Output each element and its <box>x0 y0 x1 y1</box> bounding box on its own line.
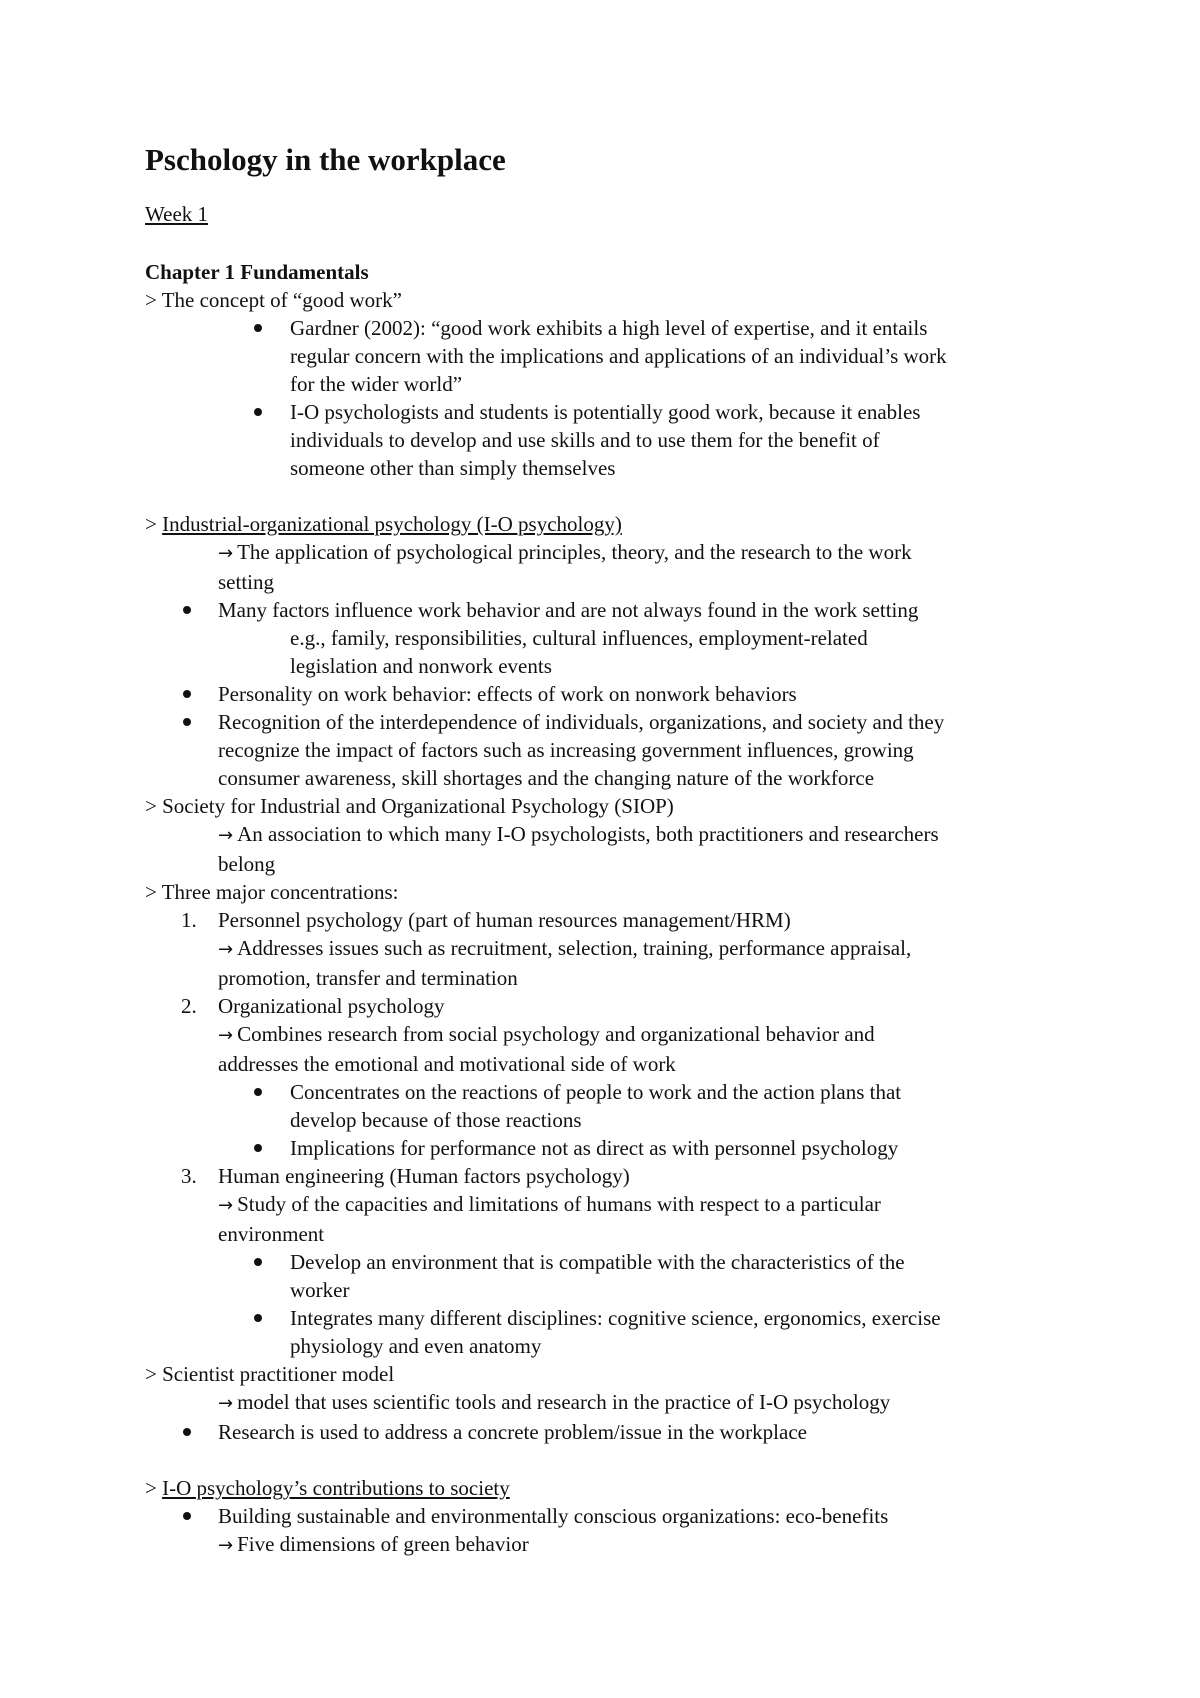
io-heading-text: Industrial-organizational psychology (I-O psychology) <box>162 512 622 536</box>
concentrations-heading: > Three major concentrations: <box>145 880 399 904</box>
contrib-heading-text: I-O psychology’s contributions to society <box>162 1476 510 1500</box>
bullet-icon <box>183 718 191 726</box>
numbered-item: 3. Human engineering (Human factors psychology) <box>181 1164 630 1188</box>
list-item: Many factors influence work behavior and are not always found in the work setting <box>145 596 1085 624</box>
chapter-heading: Chapter 1 Fundamentals <box>145 260 369 284</box>
list-item: Research is used to address a concrete problem/issue in the workplace <box>145 1418 1085 1446</box>
bullet-icon <box>254 408 262 416</box>
arrow-right-icon: → <box>218 543 234 564</box>
numbered-item: 2. Organizational psychology <box>181 994 445 1018</box>
scientist-definition: → model that uses scientific tools and research in the practice of I-O psychology <box>218 1390 891 1414</box>
page-title: Pschology in the workplace <box>145 142 506 177</box>
contrib-definition: → Five dimensions of green behavior <box>218 1532 529 1556</box>
spacer <box>145 482 1085 510</box>
document-content: Pschology in the workplace Week 1 Chapter 1 Fundamentals > The concept of “good work” Gardner (2002): “good work exhibits a high level of expertise, and it entails regular concern with the implications and applications of an individual’s work for the wider world” I-O psychologists and students is potentially good work, because it enables individuals to develop and use skills and to use them for the benefit of someone other than simply themselves > Industrial-organizational psychology (I-O psychology) → The application of psychological principles, theory, and the research to the work setting Many factors influence work behavior and are not always found in the work setting e.g., family, responsibilities, cultural influences, employment-related legislation and nonwork events Personality on work behavior: effects of work on nonwork behaviors Recognition of the interdependence of individuals, organizations, and society and they recognize the impact of factors such as increasing government influences, growing consumer awareness, skill shortages and the changing nature of the workforce > Society for Industrial and Organizational Psychology (SIOP) → An association to which many I-O psychologists, both practitioners and researchers belong > Three major concentrations: 1. Personnel psychology (part of human resources management/HRM) → Addresses issues such as recruitment, selection, training, performance appraisal, promotion, transfer and termination 2. Organizational psychology → Combines research from social psychology and organizational behavior and addresses the emotional and motivational side of work Concentrates on the reactions of people to work and the action plans that develop because of those reactions Implications for performance not as direct as with personnel psychology 3. Human engineering (Human factors psychology) → Study of the capacities and limitations of humans with respect to a particular environment Develop an environment that is compatible with the characteristics of the worker Integrates many different disciplines: cognitive science, ergonomics, exercise physiology and even anatomy > Scientist practitioner model → model that uses scientific tools and research in the practice of I-O psychology Research is used to address a concrete problem/issue in the workplace > I-O psychology’s contributions to society Building sustainable and environmentally conscious organizations: eco-benefits → Five dimensions of green behavior <box>145 140 1085 1560</box>
list-item: Concentrates on the reactions of people to work and the action plans that develop because of those reactions <box>145 1078 1085 1134</box>
bullet-icon <box>183 690 191 698</box>
arrow-right-icon: → <box>218 1025 234 1046</box>
list-item: Integrates many different disciplines: cognitive science, ergonomics, exercise physiology and even anatomy <box>145 1304 1085 1360</box>
bullet-icon <box>254 324 262 332</box>
bullet-icon <box>183 1512 191 1520</box>
list-item: Building sustainable and environmentally conscious organizations: eco-benefits <box>145 1502 1085 1530</box>
good-work-heading: > The concept of “good work” <box>145 288 402 312</box>
list-item: Gardner (2002): “good work exhibits a high level of expertise, and it entails regular concern with the implications and applications of an individual’s work for the wider world” <box>145 314 1085 398</box>
list-item: Recognition of the interdependence of individuals, organizations, and society and they recognize the impact of factors such as increasing government influences, growing consumer awareness, skill shortages and the changing nature of the workforce <box>145 708 1085 792</box>
arrow-right-icon: → <box>218 825 234 846</box>
io-heading: > Industrial-organizational psychology (I-O psychology) <box>145 512 622 536</box>
io-definition: → The application of psychological principles, theory, and the research to the work <box>218 540 912 564</box>
list-item: Develop an environment that is compatible with the characteristics of the worker <box>145 1248 1085 1304</box>
contrib-heading: > I-O psychology’s contributions to society <box>145 1476 510 1500</box>
arrow-right-icon: → <box>218 1393 234 1414</box>
bullet-icon <box>254 1314 262 1322</box>
list-item: Personality on work behavior: effects of work on nonwork behaviors <box>145 680 1085 708</box>
arrow-right-icon: → <box>218 1195 234 1216</box>
spacer <box>145 1446 1085 1474</box>
siop-heading: > Society for Industrial and Organizational Psychology (SIOP) <box>145 794 674 818</box>
arrow-right-icon: → <box>218 1535 234 1556</box>
scientist-heading: > Scientist practitioner model <box>145 1362 395 1386</box>
week-label: Week 1 <box>145 202 209 226</box>
list-item: I-O psychologists and students is potentially good work, because it enables individuals to develop and use skills and to use them for the benefit of someone other than simply themselves <box>145 398 1085 482</box>
siop-definition: → An association to which many I-O psychologists, both practitioners and researchers <box>218 822 939 846</box>
numbered-item: 1. Personnel psychology (part of human resources management/HRM) <box>181 908 791 932</box>
list-item: Implications for performance not as direct as with personnel psychology <box>145 1134 1085 1162</box>
bullet-icon <box>183 606 191 614</box>
bullet-icon <box>254 1144 262 1152</box>
bullet-icon <box>254 1088 262 1096</box>
bullet-icon <box>254 1258 262 1266</box>
bullet-icon <box>183 1428 191 1436</box>
arrow-right-icon: → <box>218 939 234 960</box>
